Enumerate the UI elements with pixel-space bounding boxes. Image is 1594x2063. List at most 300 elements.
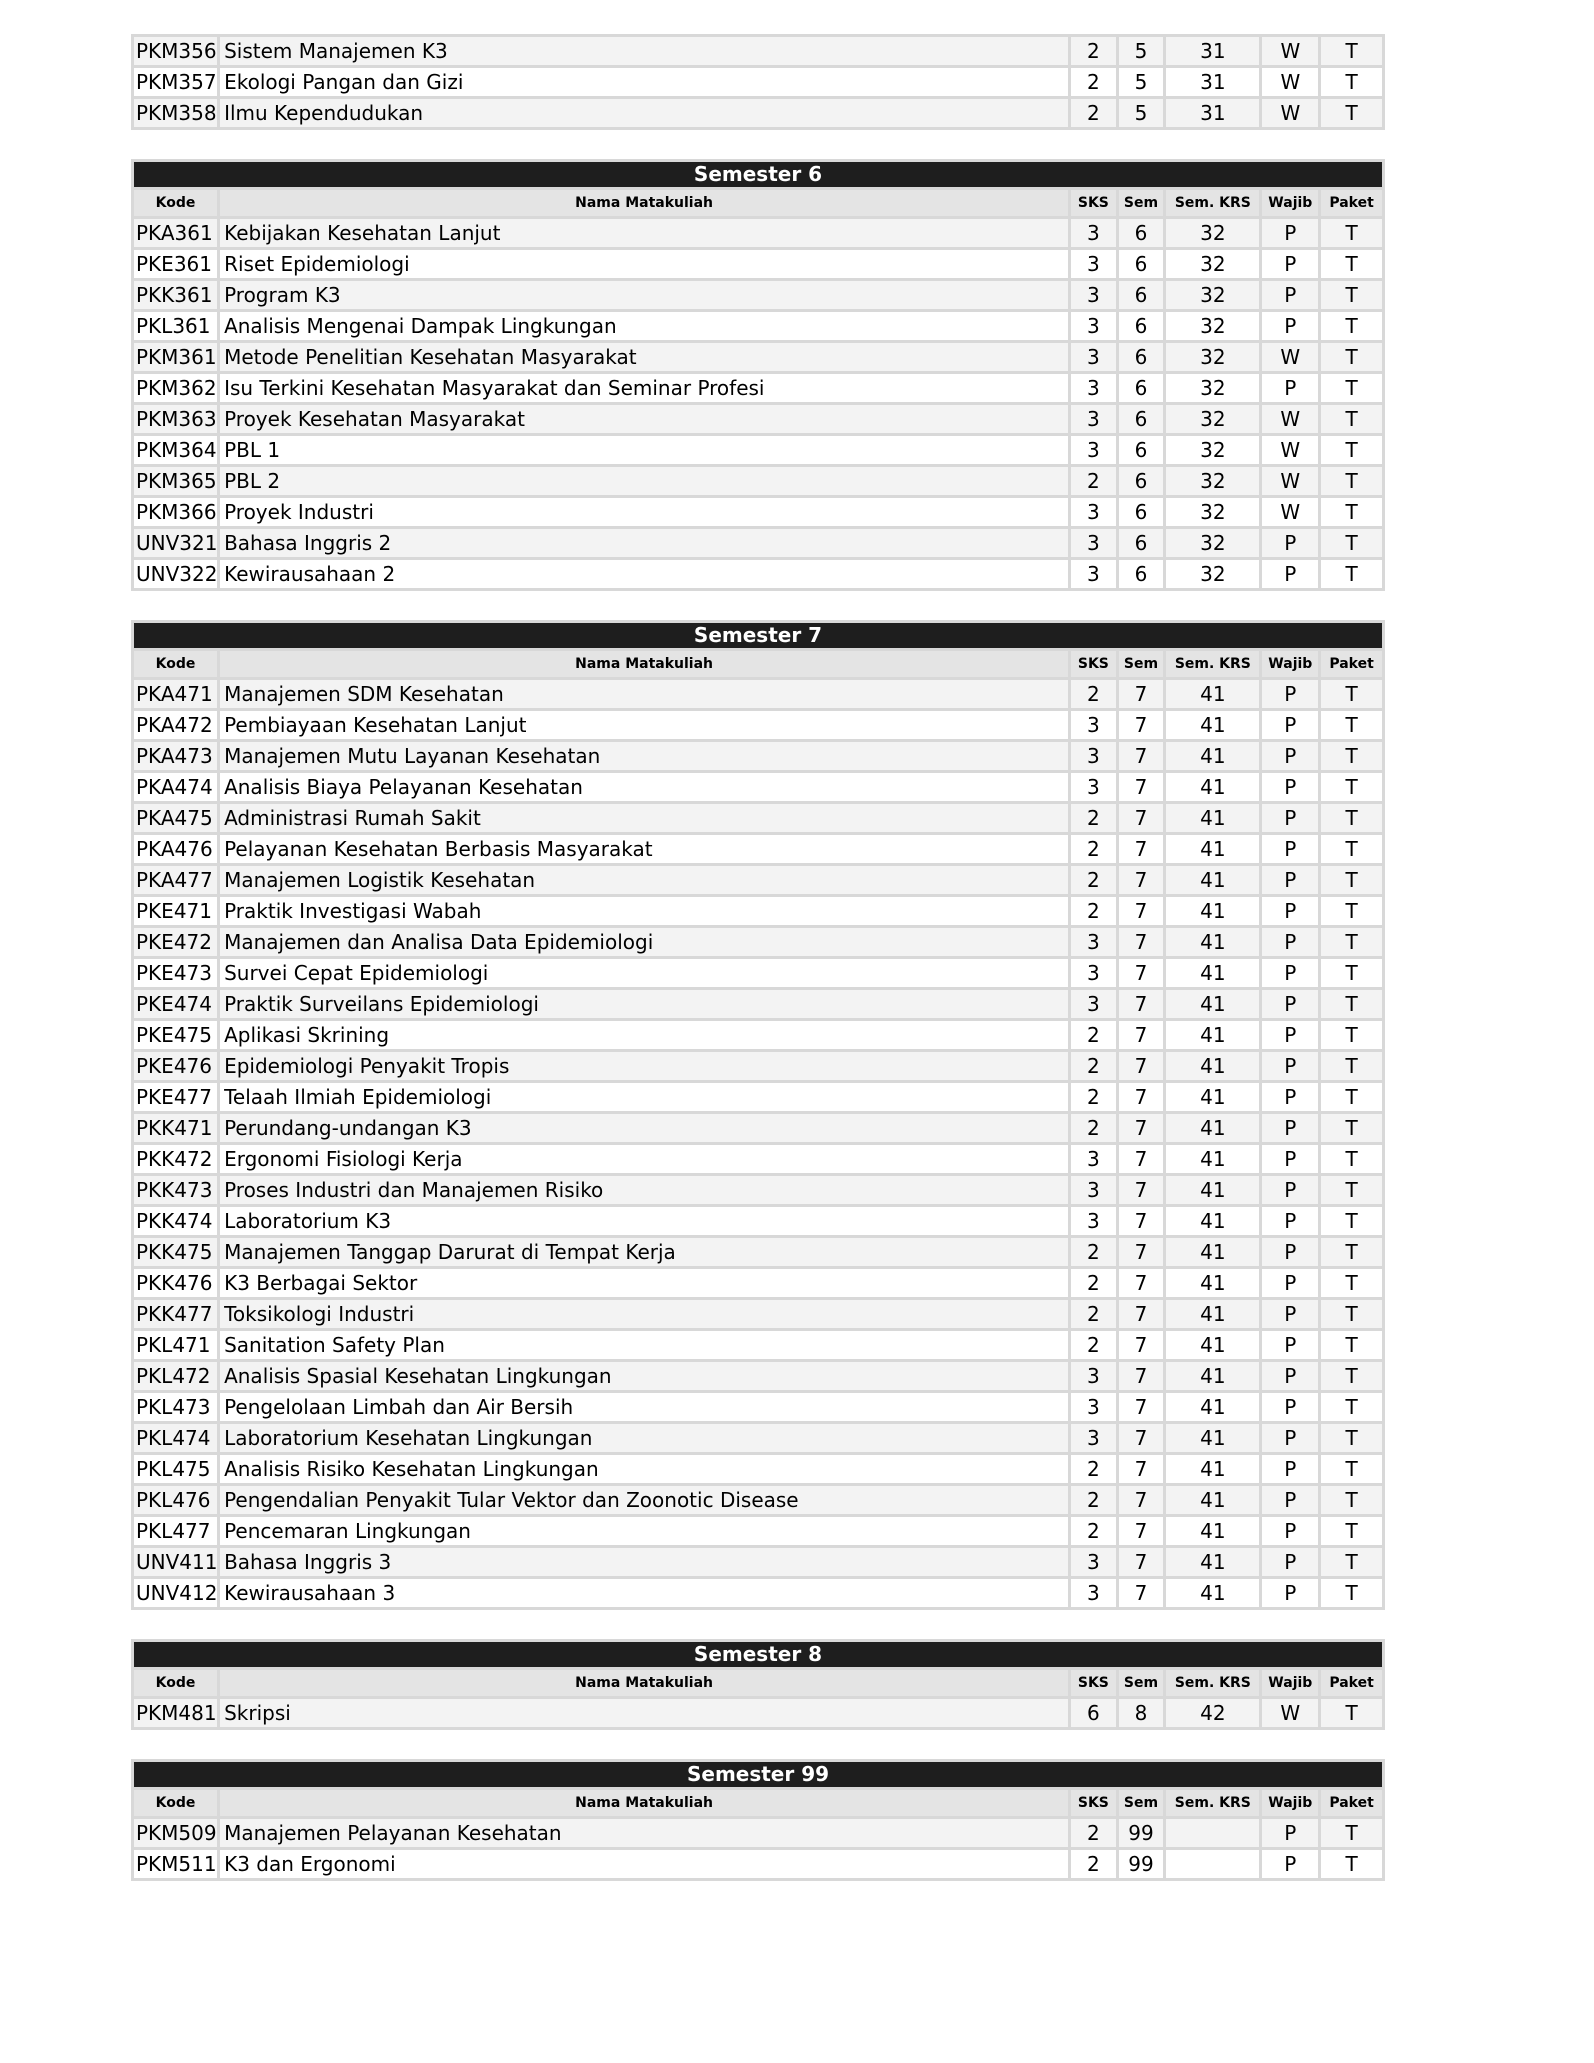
cell-wajib: W xyxy=(1262,1699,1318,1727)
cell-paket: T xyxy=(1321,281,1382,309)
cell-name: Kewirausahaan 2 xyxy=(220,560,1068,588)
column-header-sks: SKS xyxy=(1071,190,1116,216)
cell-code: PKM357 xyxy=(136,70,217,94)
cell-sks: 2 xyxy=(1071,1300,1116,1328)
cell-sem: 6 xyxy=(1119,405,1164,433)
cell-code: PKA473 xyxy=(134,742,217,770)
cell-paket: T xyxy=(1321,1579,1382,1607)
column-header-sem-krs: Sem. KRS xyxy=(1166,1790,1259,1816)
cell-wajib: P xyxy=(1262,1850,1318,1878)
cell-name: Skripsi xyxy=(220,1699,1068,1727)
table-row xyxy=(134,405,1382,433)
cell-wajib: P xyxy=(1262,281,1318,309)
cell-wajib: P xyxy=(1262,1548,1318,1576)
table-row xyxy=(134,1021,1382,1049)
cell-sks: 2 xyxy=(1071,1114,1116,1142)
cell-sem: 99 xyxy=(1119,1819,1164,1847)
cell-sem-krs: 41 xyxy=(1166,959,1259,987)
column-header-row xyxy=(134,190,1382,216)
section-gap xyxy=(131,130,1385,159)
cell-sem-krs: 32 xyxy=(1166,498,1259,526)
cell-wajib: W xyxy=(1262,343,1318,371)
cell-wajib: P xyxy=(1262,1269,1318,1297)
cell-sem-krs: 32 xyxy=(1166,405,1259,433)
cell-sem-krs: 41 xyxy=(1166,773,1259,801)
column-header-name: Nama Matakuliah xyxy=(220,1670,1068,1696)
cell-sem: 8 xyxy=(1119,1699,1164,1727)
table-row xyxy=(134,1207,1382,1235)
cell-sem-krs: 41 xyxy=(1166,1362,1259,1390)
table-row xyxy=(134,959,1382,987)
cell-sem-krs: 41 xyxy=(1166,1548,1259,1576)
cell-paket: T xyxy=(1321,897,1382,925)
cell-paket: T xyxy=(1321,1269,1382,1297)
cell-paket: T xyxy=(1321,436,1382,464)
column-header-sem-krs: Sem. KRS xyxy=(1166,1670,1259,1696)
cell-paket: T xyxy=(1321,773,1382,801)
cell-sks: 3 xyxy=(1071,312,1116,340)
cell-name: Bahasa Inggris 3 xyxy=(220,1548,1068,1576)
cell-name: PBL 2 xyxy=(220,467,1068,495)
cell-paket: T xyxy=(1321,1486,1382,1514)
cell-sem: 7 xyxy=(1119,1021,1164,1049)
table-row xyxy=(134,1819,1382,1847)
cell-sem: 7 xyxy=(1119,1207,1164,1235)
cell-code: PKK477 xyxy=(134,1300,217,1328)
table-row xyxy=(134,560,1382,588)
cell-paket: T xyxy=(1321,405,1382,433)
cell-sem-krs: 41 xyxy=(1166,711,1259,739)
cell-wajib: P xyxy=(1262,711,1318,739)
cell-name: Survei Cepat Epidemiologi xyxy=(220,959,1068,987)
cell-code: PKE474 xyxy=(134,990,217,1018)
cell-code: PKK476 xyxy=(134,1269,217,1297)
cell-code: PKE473 xyxy=(134,959,217,987)
cell-sks: 3 xyxy=(1071,374,1116,402)
cell-code: PKK361 xyxy=(134,281,217,309)
cell-sks: 3 xyxy=(1071,529,1116,557)
cell-code: PKL361 xyxy=(134,312,217,340)
cell-code: PKA471 xyxy=(134,680,217,708)
cell-code: PKM366 xyxy=(136,500,217,524)
cell-name: Manajemen Tanggap Darurat di Tempat Kerja xyxy=(220,1238,1068,1266)
table-row xyxy=(134,804,1382,832)
cell-wajib: W xyxy=(1262,467,1318,495)
cell-sem: 7 xyxy=(1119,1114,1164,1142)
cell-paket: T xyxy=(1321,742,1382,770)
cell-paket: T xyxy=(1321,37,1382,65)
cell-sks: 3 xyxy=(1071,928,1116,956)
table-row xyxy=(134,312,1382,340)
cell-code: UNV411 xyxy=(136,1550,218,1574)
cell-sem-krs: 32 xyxy=(1166,312,1259,340)
column-header-paket: Paket xyxy=(1321,651,1382,677)
cell-sks: 2 xyxy=(1071,467,1116,495)
cell-code: PKK474 xyxy=(134,1207,217,1235)
column-header-sem-krs: Sem. KRS xyxy=(1166,190,1259,216)
table-row xyxy=(134,742,1382,770)
cell-wajib: P xyxy=(1262,529,1318,557)
cell-paket: T xyxy=(1321,1424,1382,1452)
column-header-row xyxy=(134,651,1382,677)
cell-paket: T xyxy=(1321,68,1382,96)
cell-sem: 6 xyxy=(1119,436,1164,464)
cell-sem-krs xyxy=(1166,1850,1259,1878)
cell-code: PKK471 xyxy=(134,1114,217,1142)
cell-sem: 7 xyxy=(1119,1331,1164,1359)
cell-wajib: P xyxy=(1262,959,1318,987)
cell-code: PKE472 xyxy=(134,928,217,956)
cell-paket: T xyxy=(1321,219,1382,247)
table-row xyxy=(134,1238,1382,1266)
cell-sem: 6 xyxy=(1119,374,1164,402)
cell-paket: T xyxy=(1321,959,1382,987)
cell-sem-krs: 41 xyxy=(1166,928,1259,956)
table-row xyxy=(134,866,1382,894)
cell-sem-krs: 41 xyxy=(1166,1269,1259,1297)
cell-name: Analisis Spasial Kesehatan Lingkungan xyxy=(220,1362,1068,1390)
cell-wajib: W xyxy=(1262,436,1318,464)
column-header-row xyxy=(134,1670,1382,1696)
cell-sks: 3 xyxy=(1071,250,1116,278)
cell-sem: 7 xyxy=(1119,959,1164,987)
cell-paket: T xyxy=(1321,250,1382,278)
cell-name: Epidemiologi Penyakit Tropis xyxy=(220,1052,1068,1080)
cell-sem: 7 xyxy=(1119,680,1164,708)
cell-paket: T xyxy=(1321,1176,1382,1204)
table-row xyxy=(134,436,1382,464)
cell-sks: 2 xyxy=(1071,68,1116,96)
cell-name: Proyek Kesehatan Masyarakat xyxy=(220,405,1068,433)
column-header-sks: SKS xyxy=(1071,1670,1116,1696)
cell-wajib: P xyxy=(1262,1083,1318,1111)
cell-sem-krs: 41 xyxy=(1166,1331,1259,1359)
cell-wajib: W xyxy=(1262,498,1318,526)
column-header-code: Kode xyxy=(134,651,217,677)
cell-sem: 6 xyxy=(1119,281,1164,309)
table-row xyxy=(134,1176,1382,1204)
cell-paket: T xyxy=(1321,312,1382,340)
cell-paket: T xyxy=(1321,1455,1382,1483)
cell-sem: 7 xyxy=(1119,773,1164,801)
cell-sem-krs: 31 xyxy=(1166,99,1259,127)
cell-name: PBL 1 xyxy=(220,436,1068,464)
cell-sem-krs: 41 xyxy=(1166,1300,1259,1328)
cell-name: Manajemen Pelayanan Kesehatan xyxy=(220,1819,1068,1847)
cell-code: PKA477 xyxy=(134,866,217,894)
cell-code: PKL476 xyxy=(134,1486,217,1514)
cell-name: Manajemen dan Analisa Data Epidemiologi xyxy=(220,928,1068,956)
cell-code: PKM362 xyxy=(136,376,217,400)
cell-sem: 7 xyxy=(1119,1362,1164,1390)
cell-code: PKL471 xyxy=(134,1331,217,1359)
cell-sem-krs: 41 xyxy=(1166,1207,1259,1235)
cell-wajib: W xyxy=(1262,68,1318,96)
cell-sem-krs: 31 xyxy=(1166,37,1259,65)
cell-sem: 6 xyxy=(1119,467,1164,495)
cell-sem-krs: 32 xyxy=(1166,467,1259,495)
cell-wajib: P xyxy=(1262,1145,1318,1173)
table-row xyxy=(134,1424,1382,1452)
cell-sem: 7 xyxy=(1119,1269,1164,1297)
cell-sem: 7 xyxy=(1119,711,1164,739)
cell-sem-krs: 41 xyxy=(1166,1424,1259,1452)
cell-sem: 7 xyxy=(1119,928,1164,956)
cell-code: PKL477 xyxy=(134,1517,217,1545)
cell-code: PKL473 xyxy=(134,1393,217,1421)
cell-paket: T xyxy=(1321,1548,1382,1576)
cell-sem: 7 xyxy=(1119,1455,1164,1483)
semester-title: Semester 8 xyxy=(134,1642,1382,1667)
cell-wajib: P xyxy=(1262,1362,1318,1390)
cell-sem-krs: 32 xyxy=(1166,281,1259,309)
cell-wajib: P xyxy=(1262,1455,1318,1483)
cell-sem-krs: 41 xyxy=(1166,1114,1259,1142)
course-table xyxy=(131,1759,1385,1881)
column-header-sem: Sem xyxy=(1119,190,1164,216)
cell-code: PKA474 xyxy=(134,773,217,801)
cell-name: Pelayanan Kesehatan Berbasis Masyarakat xyxy=(220,835,1068,863)
cell-code: PKM511 xyxy=(136,1852,217,1876)
cell-sks: 3 xyxy=(1071,219,1116,247)
cell-code: PKA361 xyxy=(134,219,217,247)
cell-paket: T xyxy=(1321,343,1382,371)
cell-code: PKE477 xyxy=(134,1083,217,1111)
cell-name: Aplikasi Skrining xyxy=(220,1021,1068,1049)
table-row xyxy=(134,1517,1382,1545)
cell-sks: 2 xyxy=(1071,1238,1116,1266)
table-row xyxy=(134,835,1382,863)
cell-code: PKM356 xyxy=(136,39,217,63)
cell-name: Manajemen SDM Kesehatan xyxy=(220,680,1068,708)
cell-wajib: P xyxy=(1262,1238,1318,1266)
cell-paket: T xyxy=(1321,835,1382,863)
cell-sem: 7 xyxy=(1119,1145,1164,1173)
cell-sem-krs: 32 xyxy=(1166,436,1259,464)
table-row xyxy=(134,1548,1382,1576)
cell-sem: 6 xyxy=(1119,498,1164,526)
cell-sem: 7 xyxy=(1119,1517,1164,1545)
cell-sks: 3 xyxy=(1071,990,1116,1018)
column-header-sem: Sem xyxy=(1119,1790,1164,1816)
cell-sks: 3 xyxy=(1071,773,1116,801)
column-header-sem: Sem xyxy=(1119,651,1164,677)
cell-sks: 2 xyxy=(1071,1331,1116,1359)
section-gap xyxy=(131,591,1385,620)
cell-name: Telaah Ilmiah Epidemiologi xyxy=(220,1083,1068,1111)
cell-sem-krs: 41 xyxy=(1166,1393,1259,1421)
semester-title: Semester 6 xyxy=(134,162,1382,187)
cell-wajib: P xyxy=(1262,1331,1318,1359)
cell-sks: 2 xyxy=(1071,1269,1116,1297)
cell-sem-krs: 32 xyxy=(1166,529,1259,557)
cell-code: PKE476 xyxy=(134,1052,217,1080)
table-row xyxy=(134,1850,1382,1878)
cell-wajib: P xyxy=(1262,250,1318,278)
curriculum-document xyxy=(131,34,1385,1881)
cell-code: PKL475 xyxy=(134,1455,217,1483)
cell-paket: T xyxy=(1321,1238,1382,1266)
cell-code: UNV321 xyxy=(136,531,218,555)
column-header-name: Nama Matakuliah xyxy=(220,651,1068,677)
cell-sks: 2 xyxy=(1071,1052,1116,1080)
cell-sem: 7 xyxy=(1119,1424,1164,1452)
table-row xyxy=(134,897,1382,925)
table-row xyxy=(134,928,1382,956)
cell-name: Ekologi Pangan dan Gizi xyxy=(220,68,1068,96)
column-header-sks: SKS xyxy=(1071,651,1116,677)
cell-sem-krs: 31 xyxy=(1166,68,1259,96)
cell-wajib: P xyxy=(1262,928,1318,956)
cell-wajib: P xyxy=(1262,1114,1318,1142)
column-header-code: Kode xyxy=(134,1670,217,1696)
cell-code: PKM365 xyxy=(136,469,217,493)
semester-title-row xyxy=(134,1762,1382,1787)
cell-code: PKM481 xyxy=(136,1701,217,1725)
cell-sem: 7 xyxy=(1119,990,1164,1018)
cell-sem-krs: 41 xyxy=(1166,1486,1259,1514)
cell-sks: 3 xyxy=(1071,1145,1116,1173)
cell-paket: T xyxy=(1321,680,1382,708)
cell-wajib: P xyxy=(1262,219,1318,247)
table-row xyxy=(134,37,1382,65)
column-header-sks: SKS xyxy=(1071,1790,1116,1816)
table-row xyxy=(134,1145,1382,1173)
cell-sem-krs: 41 xyxy=(1166,990,1259,1018)
cell-code: PKM509 xyxy=(136,1821,217,1845)
cell-paket: T xyxy=(1321,990,1382,1018)
cell-sem: 7 xyxy=(1119,866,1164,894)
cell-wajib: P xyxy=(1262,1486,1318,1514)
cell-name: Perundang-undangan K3 xyxy=(220,1114,1068,1142)
cell-sks: 3 xyxy=(1071,1548,1116,1576)
cell-name: Analisis Risiko Kesehatan Lingkungan xyxy=(220,1455,1068,1483)
cell-wajib: P xyxy=(1262,374,1318,402)
table-row xyxy=(134,1114,1382,1142)
cell-sem: 6 xyxy=(1119,529,1164,557)
cell-sks: 3 xyxy=(1071,1362,1116,1390)
column-header-wajib: Wajib xyxy=(1262,1670,1318,1696)
cell-code: PKM358 xyxy=(136,101,217,125)
cell-code: PKA476 xyxy=(134,835,217,863)
cell-code: PKE471 xyxy=(134,897,217,925)
cell-sks: 3 xyxy=(1071,343,1116,371)
cell-name: Isu Terkini Kesehatan Masyarakat dan Seminar Profesi xyxy=(220,374,1068,402)
cell-paket: T xyxy=(1321,866,1382,894)
cell-sem-krs: 32 xyxy=(1166,560,1259,588)
cell-paket: T xyxy=(1321,928,1382,956)
table-row xyxy=(134,343,1382,371)
cell-name: Praktik Surveilans Epidemiologi xyxy=(220,990,1068,1018)
cell-sks: 2 xyxy=(1071,1517,1116,1545)
table-row xyxy=(134,711,1382,739)
table-row xyxy=(134,1300,1382,1328)
cell-sks: 3 xyxy=(1071,281,1116,309)
table-row xyxy=(134,219,1382,247)
semester-title: Semester 99 xyxy=(134,1762,1382,1787)
cell-name: Administrasi Rumah Sakit xyxy=(220,804,1068,832)
cell-sem: 6 xyxy=(1119,219,1164,247)
cell-sks: 2 xyxy=(1071,1850,1116,1878)
cell-sem: 7 xyxy=(1119,1393,1164,1421)
cell-paket: T xyxy=(1321,1083,1382,1111)
cell-sem-krs: 41 xyxy=(1166,1052,1259,1080)
cell-code: PKK472 xyxy=(134,1145,217,1173)
cell-code: PKE475 xyxy=(134,1021,217,1049)
semester-title-row xyxy=(134,162,1382,187)
cell-paket: T xyxy=(1321,1300,1382,1328)
cell-wajib: W xyxy=(1262,405,1318,433)
cell-sks: 2 xyxy=(1071,1083,1116,1111)
cell-sks: 3 xyxy=(1071,742,1116,770)
table-row xyxy=(134,529,1382,557)
cell-paket: T xyxy=(1321,1699,1382,1727)
semester-title: Semester 7 xyxy=(134,623,1382,648)
cell-sem: 6 xyxy=(1119,250,1164,278)
cell-name: Sistem Manajemen K3 xyxy=(220,37,1068,65)
cell-name: K3 dan Ergonomi xyxy=(220,1850,1068,1878)
column-header-row xyxy=(134,1790,1382,1816)
cell-name: Toksikologi Industri xyxy=(220,1300,1068,1328)
cell-paket: T xyxy=(1321,467,1382,495)
cell-paket: T xyxy=(1321,1850,1382,1878)
table-row xyxy=(134,680,1382,708)
cell-sks: 3 xyxy=(1071,1424,1116,1452)
column-header-paket: Paket xyxy=(1321,1790,1382,1816)
cell-name: Proyek Industri xyxy=(220,498,1068,526)
cell-sem: 7 xyxy=(1119,742,1164,770)
cell-code: UNV412 xyxy=(136,1581,218,1605)
column-header-sem-krs: Sem. KRS xyxy=(1166,651,1259,677)
cell-name: Bahasa Inggris 2 xyxy=(220,529,1068,557)
table-row xyxy=(134,467,1382,495)
cell-name: Program K3 xyxy=(220,281,1068,309)
cell-name: K3 Berbagai Sektor xyxy=(220,1269,1068,1297)
cell-paket: T xyxy=(1321,498,1382,526)
table-row xyxy=(134,1331,1382,1359)
cell-sem: 7 xyxy=(1119,1052,1164,1080)
cell-wajib: P xyxy=(1262,897,1318,925)
cell-sks: 3 xyxy=(1071,498,1116,526)
cell-sem-krs: 42 xyxy=(1166,1699,1259,1727)
cell-name: Pencemaran Lingkungan xyxy=(220,1517,1068,1545)
cell-code: PKM364 xyxy=(136,438,217,462)
cell-sks: 2 xyxy=(1071,1819,1116,1847)
cell-sks: 2 xyxy=(1071,804,1116,832)
cell-sem-krs xyxy=(1166,1819,1259,1847)
cell-sks: 2 xyxy=(1071,37,1116,65)
cell-wajib: P xyxy=(1262,742,1318,770)
cell-paket: T xyxy=(1321,1021,1382,1049)
cell-sem: 6 xyxy=(1119,312,1164,340)
cell-sks: 2 xyxy=(1071,835,1116,863)
cell-sks: 3 xyxy=(1071,1579,1116,1607)
cell-name: Analisis Mengenai Dampak Lingkungan xyxy=(220,312,1068,340)
cell-code: PKA472 xyxy=(134,711,217,739)
cell-name: Pembiayaan Kesehatan Lanjut xyxy=(220,711,1068,739)
cell-name: Laboratorium K3 xyxy=(220,1207,1068,1235)
cell-wajib: P xyxy=(1262,835,1318,863)
column-header-name: Nama Matakuliah xyxy=(220,190,1068,216)
cell-sks: 3 xyxy=(1071,1176,1116,1204)
table-row xyxy=(134,1362,1382,1390)
table-row xyxy=(134,374,1382,402)
cell-wajib: P xyxy=(1262,312,1318,340)
cell-code: PKE361 xyxy=(134,250,217,278)
cell-sks: 3 xyxy=(1071,959,1116,987)
cell-code: PKK473 xyxy=(134,1176,217,1204)
cell-sem-krs: 41 xyxy=(1166,742,1259,770)
